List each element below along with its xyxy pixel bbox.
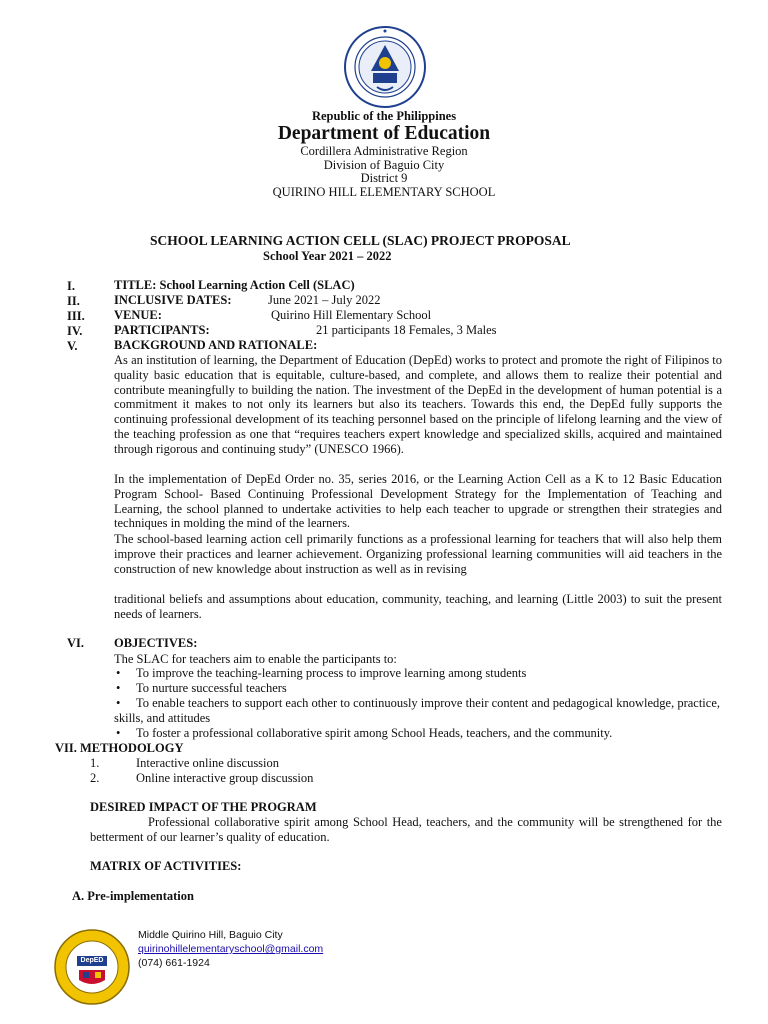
method-item: Interactive online discussion [136,756,280,770]
division-line: Division of Baguio City [323,158,445,172]
background-paragraph: traditional beliefs and assumptions about education, community, teaching, and learning (Little 2003) to suit the present needs of learners. [114,592,722,621]
background-paragraph: In the implementation of DepEd Order no. 35, series 2016, or the Learning Action Cell as a K to 12 Basic Education Program School- Based Continuing Professional Development Strategy for the Implementation of Teaching and Learning, the school planned to undertake activities to help each teacher to upgrade or strengthen their strategies and techniques in molding the mind of the learners. [114,472,722,531]
item-num: IV. [67,324,83,338]
item-venue-label: VENUE: [114,308,162,322]
method-item: Online interactive group discussion [136,771,314,785]
methodology-heading: VII. METHODOLOGY [55,741,184,755]
objectives-heading: OBJECTIVES: [114,636,198,650]
item-participants-value: 21 participants 18 Females, 3 Males [316,323,497,337]
school-year: School Year 2021 – 2022 [263,249,392,263]
item-title-label: TITLE: School Learning Action Cell (SLAC) [114,278,355,292]
item-venue-value: Quirino Hill Elementary School [271,308,432,322]
impact-heading: DESIRED IMPACT OF THE PROGRAM [90,800,317,814]
background-paragraph: As an institution of learning, the Department of Education (DepEd) works to protect and promote the right of Filipinos to quality basic education that is equitable, culture-based, and complete, and allows them to realize their potential and contribute meaningfully to building the nation. The investment of the DepEd in the development of human potential is a commitment it makes to not only its learners but also its teachers. Towards this end, the DepEd fully supports the continuing professional development of its teaching personnel based on the principle of lifelong learning and the view of the teaching profession as one that “requires teachers expert knowledge and specialized skills, acquired and maintained through rigorous and continuing study” (UNESCO 1966). [114,353,722,456]
logo-text: DepED [80,957,104,964]
objective-item: To nurture successful teachers [136,681,287,695]
method-num: 2. [90,771,100,785]
school-name: QUIRINO HILL ELEMENTARY SCHOOL [272,185,496,199]
footer-email-link[interactable]: quirinohillelementaryschool@gmail.com [138,943,324,955]
method-num: 1. [90,756,100,770]
objective-item: To enable teachers to support each other to continuously improve their content and pedagogical knowledge, practice, skills, and attitudes [114,696,720,725]
bullet-dot: • [116,666,121,680]
item-num: I. [67,279,75,293]
matrix-heading: MATRIX OF ACTIVITIES: [90,859,242,873]
background-paragraph: The school-based learning action cell primarily functions as a professional learning for teachers that will also help them improve their practices and learner achievement. Organizing professional learning communities will aid teachers in the construction of new knowledge about instruction as well as in revising [114,532,722,576]
document-title: SCHOOL LEARNING ACTION CELL (SLAC) PROJECT PROPOSAL [150,233,571,248]
item-num: II. [67,294,80,308]
objectives-intro: The SLAC for teachers aim to enable the participants to: [114,652,397,666]
item-background-label: BACKGROUND AND RATIONALE: [114,338,318,352]
school-logo-icon [53,928,131,1006]
matrix-sub: A. Pre-implementation [72,889,194,903]
item-dates-value: June 2021 – July 2022 [268,293,381,307]
bullet-dot: • [116,681,121,695]
department-name: Department of Education [277,123,491,144]
item-num: V. [67,339,78,353]
objective-item: To foster a professional collaborative spirit among School Heads, teachers, and the community. [136,726,613,740]
item-num: III. [67,309,85,323]
objective-item: To improve the teaching-learning process to improve learning among students [136,666,527,680]
deped-seal [343,25,427,109]
item-dates-label: INCLUSIVE DATES: [114,293,232,307]
bullet-dot: • [116,696,121,710]
region-line: Cordillera Administrative Region [300,144,468,158]
item-participants-label: PARTICIPANTS: [114,323,210,337]
district-line: District 9 [360,171,408,185]
impact-text: Professional collaborative spirit among School Head, teachers, and the community will be strengthened for the betterment of our learner’s quality of education. [90,815,722,844]
objectives-num: VI. [67,636,85,650]
footer-phone: (074) 661-1924 [138,957,210,969]
bullet-dot: • [116,726,121,740]
footer-address: Middle Quirino Hill, Baguio City [138,929,283,941]
republic-line: Republic of the Philippines [311,109,457,123]
school-logo [53,928,131,1006]
deped-seal-icon [343,25,427,109]
